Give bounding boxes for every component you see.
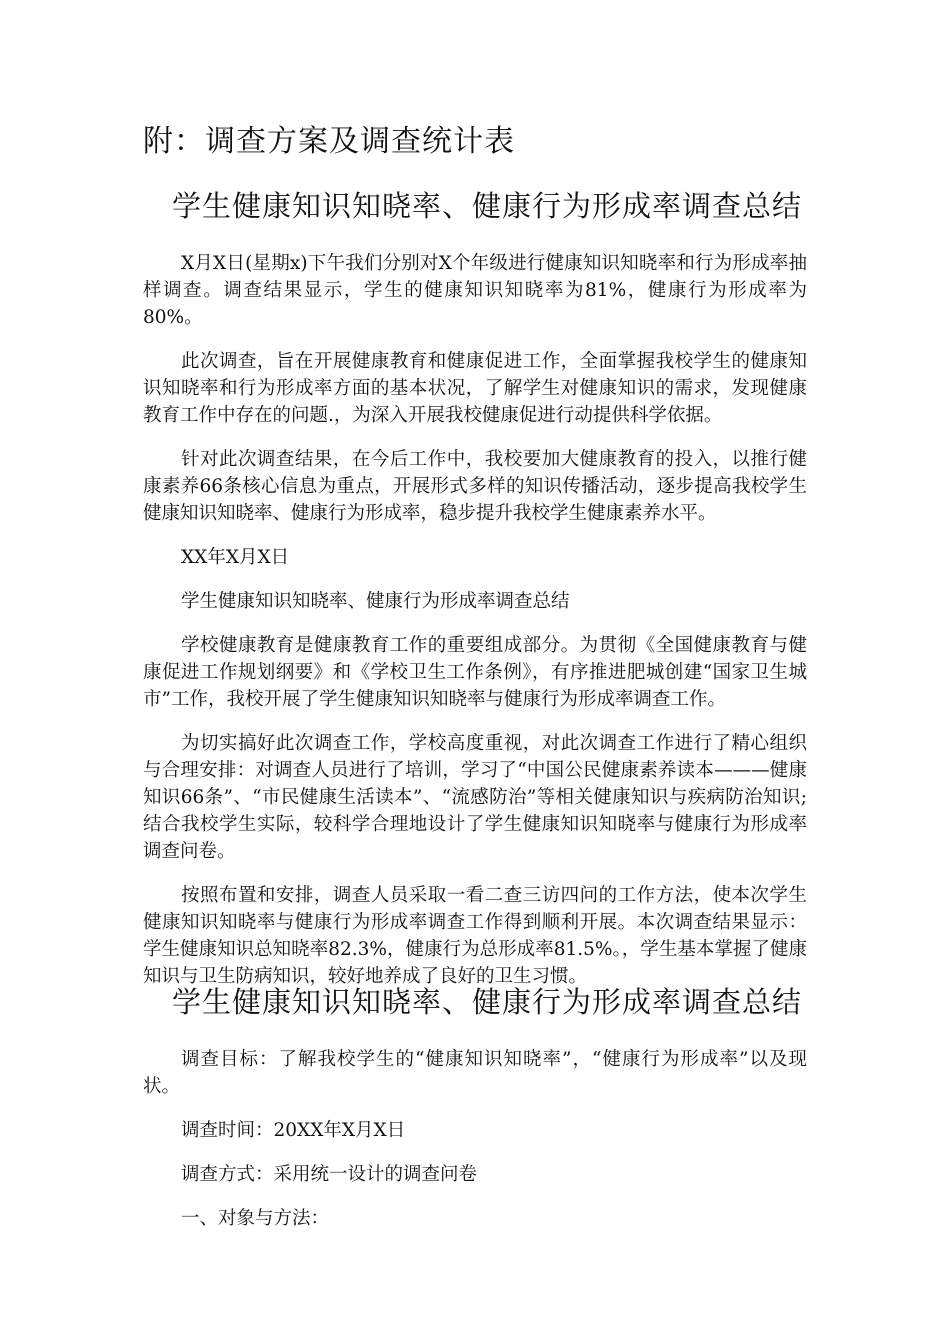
paragraph: 学校健康教育是健康教育工作的重要组成部分。为贯彻《全国健康教育与健康促进工作规划纲要》和《学校卫生工作条例》，有序推进肥城创建“国家卫生城市”工作，我校开展了学生健康知识知晓率与健康行为形成率调查工作。 <box>143 635 807 710</box>
paragraph: 调查时间：20XX年X月X日 <box>181 1120 406 1141</box>
attachment-heading: 附：调查方案及调查统计表 <box>143 124 515 159</box>
section-1-body <box>143 250 807 1007</box>
section-1-title: 学生健康知识知晓率、健康行为形成率调查总结 <box>172 189 803 223</box>
paragraph: X月X日(星期x)下午我们分别对X个年级进行健康知识知晓率和行为形成率抽样调查。调查结果显示，学生的健康知识知晓率为81%，健康行为形成率为80%。 <box>143 253 807 328</box>
section-2-title: 学生健康知识知晓率、健康行为形成率调查总结 <box>172 985 803 1019</box>
date-line: XX年X月X日 <box>181 547 290 568</box>
paragraph: 一、对象与方法： <box>181 1208 330 1229</box>
paragraph: 为切实搞好此次调查工作，学校高度重视，对此次调查工作进行了精心组织与合理安排：对调查人员进行了培训，学习了“中国公民健康素养读本———健康知识66条”、“市民健康生活读本”、“流感防治”等相关健康知识与疾病防治知识;结合我校学生实际，较科学合理地设计了学生健康知识知晓率与健康行为形成率调查问卷。 <box>143 733 807 862</box>
section-2-body <box>143 1046 807 1249</box>
paragraph: 调查方式：采用统一设计的调查问卷 <box>181 1164 478 1185</box>
paragraph: 针对此次调查结果，在今后工作中，我校要加大健康教育的投入，以推行健康素养66条核心信息为重点，开展形式多样的知识传播活动，逐步提高我校学生健康知识知晓率、健康行为形成率，稳步提升我校学生健康素养水平。 <box>143 449 807 524</box>
paragraph: 此次调查，旨在开展健康教育和健康促进工作，全面掌握我校学生的健康知识知晓率和行为形成率方面的基本状况，了解学生对健康知识的需求，发现健康教育工作中存在的问题.，为深入开展我校健康促进行动提供科学依据。 <box>143 351 807 426</box>
paragraph: 按照布置和安排，调查人员采取一看二查三访四问的工作方法，使本次学生健康知识知晓率与健康行为形成率调查工作得到顺利开展。本次调查结果显示：学生健康知识总知晓率82.3%，健康行为总形成率81.5%。，学生基本掌握了健康知识与卫生防病知识，较好地养成了良好的卫生习惯。 <box>143 885 807 987</box>
subtitle-line: 学生健康知识知晓率、健康行为形成率调查总结 <box>181 591 570 612</box>
paragraph: 调查目标：了解我校学生的“健康知识知晓率”，“健康行为形成率”以及现状。 <box>143 1049 807 1097</box>
